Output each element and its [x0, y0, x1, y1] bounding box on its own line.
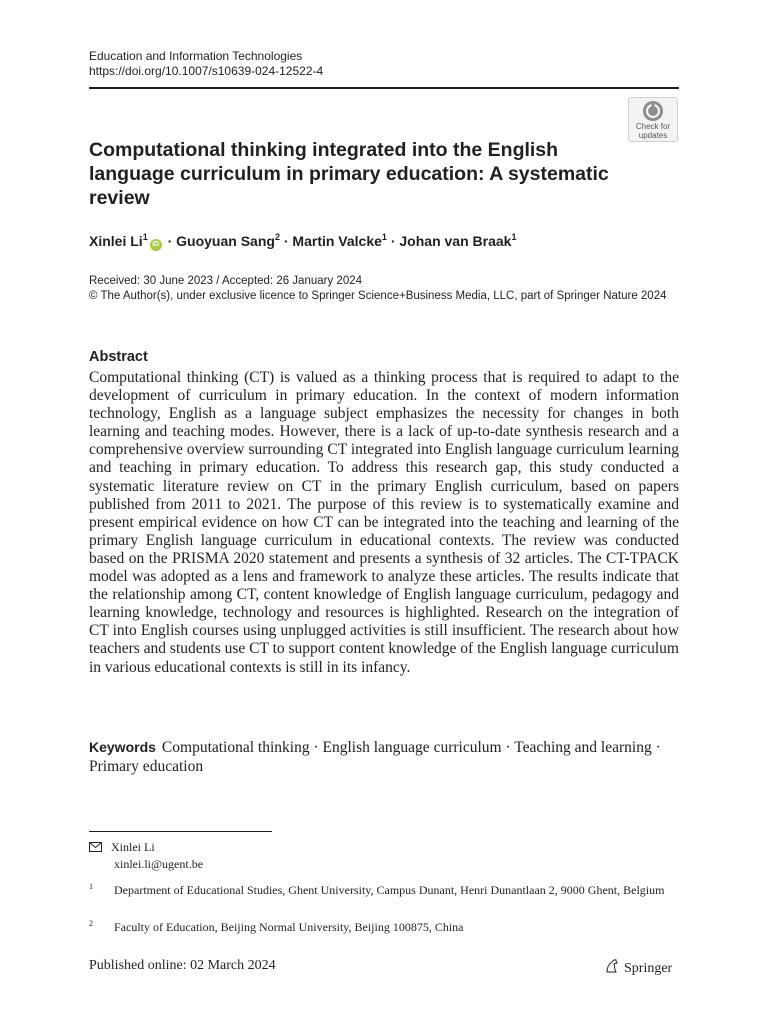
author-name[interactable]: Martin Valcke — [292, 233, 382, 249]
header-rule — [89, 87, 679, 89]
keywords-text: Computational thinking · English language curriculum · Teaching and learning · Primary education — [89, 739, 661, 775]
received-accepted-dates: Received: 30 June 2023 / Accepted: 26 January 2024 — [89, 275, 363, 287]
copyright-notice: © The Author(s), under exclusive licence to Springer Science+Business Media, LLC, part of Springer Nature 2024 — [89, 290, 667, 302]
author-list — [89, 232, 516, 251]
author-affiliation-mark: 1 — [142, 232, 148, 242]
publisher-logo — [604, 958, 672, 977]
author-name[interactable]: Johan van Braak — [399, 233, 512, 249]
journal-header — [89, 49, 323, 79]
author-separator: · — [279, 233, 293, 249]
springer-horse-icon — [604, 958, 620, 974]
author-affiliation-mark: 1 — [381, 232, 387, 242]
footnote-rule — [89, 831, 272, 832]
doi-link[interactable]: https://doi.org/10.1007/s10639-024-12522-4 — [89, 64, 324, 78]
abstract-heading: Abstract — [89, 349, 148, 365]
check-updates-label-1: Check for — [635, 122, 671, 131]
corresponding-author-email[interactable]: xinlei.li@ugent.be — [114, 857, 204, 871]
affiliation-2 — [89, 919, 669, 935]
orcid-icon[interactable]: iD — [150, 239, 162, 251]
affiliation-number: 1 — [89, 882, 93, 891]
author-name[interactable]: Xinlei Li — [89, 233, 143, 249]
author-separator: · — [163, 233, 177, 249]
publication-dates — [89, 274, 669, 304]
affiliation-number: 2 — [89, 919, 93, 928]
check-for-updates-badge[interactable] — [628, 97, 678, 142]
author-name[interactable]: Guoyuan Sang — [176, 233, 275, 249]
affiliation-text: Faculty of Education, Beijing Normal University, Beijing 100875, China — [114, 920, 464, 934]
published-online: Published online: 02 March 2024 — [89, 958, 276, 973]
check-updates-icon — [642, 100, 664, 122]
affiliation-1 — [89, 882, 669, 898]
author-affiliation-mark: 1 — [511, 232, 517, 242]
author-separator: · — [386, 233, 400, 249]
publisher-name: Springer — [624, 961, 673, 976]
journal-name: Education and Information Technologies — [89, 49, 303, 63]
corresponding-author — [89, 839, 203, 872]
paper-title: Computational thinking integrated into the English language curriculum in primary education: A systematic review — [89, 139, 609, 209]
author-affiliation-mark: 2 — [274, 232, 280, 242]
keywords — [89, 738, 679, 776]
abstract-text: Computational thinking (CT) is valued as a thinking process that is required to adapt to the development of curriculum in primary education. In the context of modern information technology, English as a language subject emphasizes the necessity for changes in both learning and teaching modes. However, there is a lack of up-to-date synthesis research and a comprehensive overview surrounding CT integrated into English language curriculum learning and teaching in primary education. To address this research gap, this study conducted a systematic literature review on CT in the primary English curriculum, based on papers published from 2011 to 2021. The purpose of this review is to systematically examine and present empirical evidence on how CT can be integrated into the teaching and learning of the primary English language curriculum in educational contexts. The review was conducted based on the PRISMA 2020 statement and presents a synthesis of 32 articles. The CT-TPACK model was adopted as a lens and framework to analyze these articles. The results indicate that the relationship among CT, content knowledge of English language curriculum, pedagogy and learning knowledge, technology and resources is highlighted. Research on the integration of CT into English courses using unplugged activities is still insufficient. The research about how teachers and students use CT to support content knowledge of the English language curriculum in various educational contexts is still in its infancy. — [89, 369, 679, 676]
corresponding-author-name: Xinlei Li — [111, 840, 155, 854]
affiliation-text: Department of Educational Studies, Ghent University, Campus Dunant, Henri Dunantlaan 2, 9000 Ghent, Belgium — [114, 883, 665, 897]
keywords-label: Keywords — [89, 739, 156, 755]
envelope-icon — [89, 840, 103, 856]
check-updates-label-2: updates — [638, 131, 668, 140]
